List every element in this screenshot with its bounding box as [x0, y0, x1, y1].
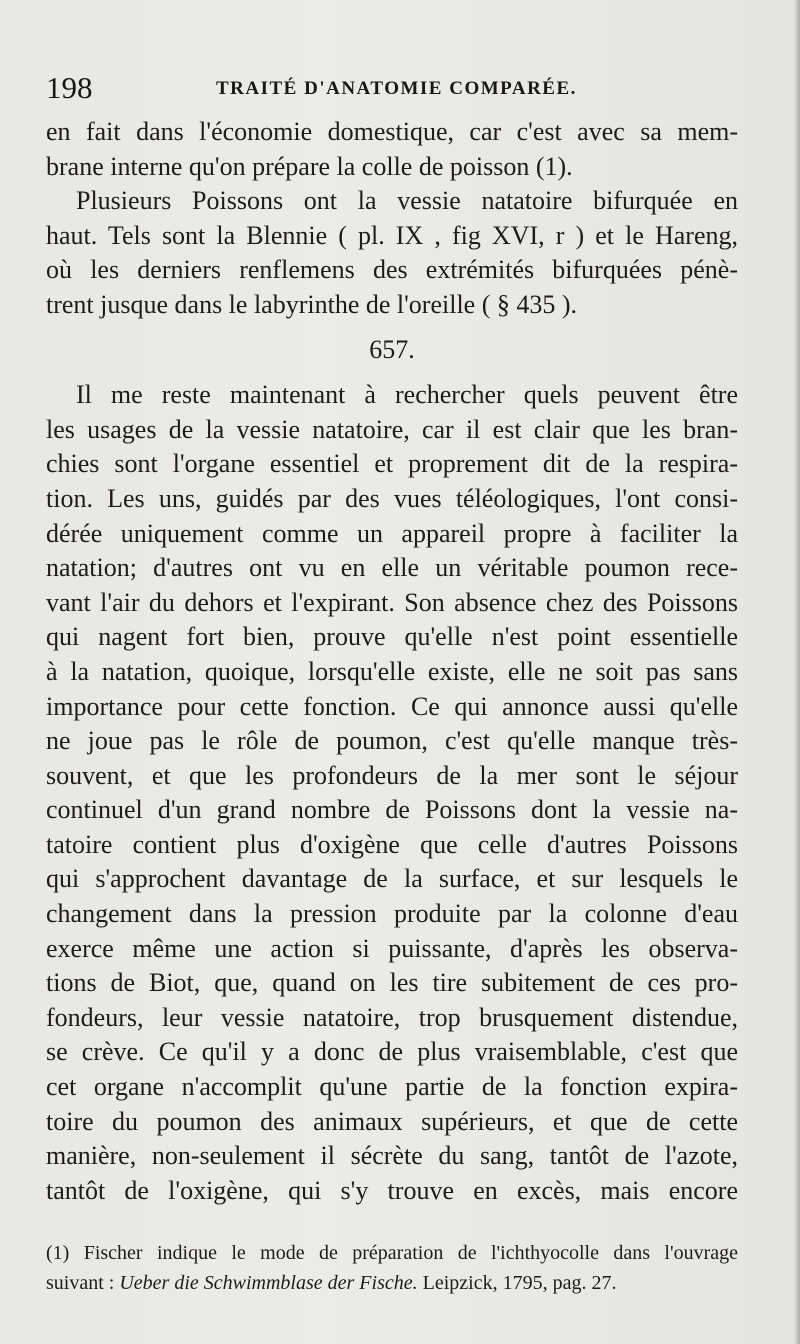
- footnote-line: [46, 1268, 738, 1298]
- text-line: qui s'approchent davantage de la surface, et sur lesquels le: [46, 864, 738, 894]
- text-line: tion. Les uns, guidés par des vues téléologiques, l'ont consi-: [46, 483, 738, 513]
- text-line: où les derniers renflemens des extrémités bifurquées pénè-: [46, 255, 738, 285]
- text-line: changement dans la pression produite par la colonne d'eau: [46, 899, 738, 929]
- text-line: vant l'air du dehors et l'expirant. Son absence chez des Poissons: [46, 587, 738, 617]
- text-line: haut. Tels sont la Blennie ( pl. IX , fig XVI, r ) et le Hareng,: [46, 220, 738, 250]
- page-edge-shadow: [794, 0, 800, 1344]
- body-text: [46, 115, 738, 1208]
- text-line: continuel d'un grand nombre de Poissons dont la vessie na-: [46, 795, 738, 825]
- text-line: Il me reste maintenant à rechercher quels peuvent être: [76, 380, 738, 410]
- paragraph-1: [46, 115, 738, 184]
- text-line: tantôt de l'oxigène, qui s'y trouve en excès, mais encore: [46, 1175, 738, 1205]
- page-header: [46, 70, 736, 110]
- paragraph-3: [46, 378, 738, 1208]
- text-line: tatoire contient plus d'oxigène que celle d'autres Poissons: [46, 829, 738, 859]
- running-head: TRAITÉ D'ANATOMIE COMPARÉE.: [216, 78, 577, 99]
- text-line: Plusieurs Poissons ont la vessie natatoire bifurquée en: [76, 186, 738, 216]
- page-number: 198: [46, 70, 93, 105]
- text-line: ne joue pas le rôle de poumon, c'est qu'elle manque très-: [46, 726, 738, 756]
- text-line: se crève. Ce qu'il y a donc de plus vraisemblable, c'est que: [46, 1037, 738, 1067]
- text-line: importance pour cette fonction. Ce qui annonce aussi qu'elle: [46, 691, 738, 721]
- paragraph-2: [46, 184, 738, 322]
- footnote-line: (1) Fischer indique le mode de préparation de l'ichthyocolle dans l'ouvrage: [46, 1242, 738, 1264]
- text-line: toire du poumon des animaux supérieurs, et que de cette: [46, 1106, 738, 1136]
- section-number: 657.: [369, 334, 415, 364]
- text-line: brane interne qu'on prépare la colle de poisson (1).: [46, 151, 573, 181]
- footnote: [46, 1238, 738, 1298]
- text-line: manière, non-seulement il sécrète du sang, tantôt de l'azote,: [46, 1141, 738, 1171]
- text-line: fondeurs, leur vessie natatoire, trop brusquement distendue,: [46, 1002, 738, 1032]
- text-line: dérée uniquement comme un appareil propre à faciliter la: [46, 518, 738, 548]
- text-line: trent jusque dans le labyrinthe de l'oreille ( § 435 ).: [46, 289, 578, 319]
- footnote-prefix: suivant :: [46, 1272, 115, 1294]
- text-line: exerce même une action si puissante, d'après les observa-: [46, 933, 738, 963]
- text-line: natation; d'autres ont vu en elle un véritable poumon rece-: [46, 553, 738, 583]
- text-line: souvent, et que les profondeurs de la mer sont le séjour: [46, 760, 738, 790]
- footnote-book-title: Ueber die Schwimmblase der Fische.: [119, 1272, 418, 1294]
- text-line: chies sont l'organe essentiel et proprement dit de la respira-: [46, 449, 738, 479]
- text-line: cet organe n'accomplit qu'une partie de la fonction expira-: [46, 1072, 738, 1102]
- text-line: les usages de la vessie natatoire, car il est clair que les bran-: [46, 414, 738, 444]
- footnote-suffix: Leipzick, 1795, pag. 27.: [422, 1272, 617, 1294]
- text-line: en fait dans l'économie domestique, car c'est avec sa mem-: [46, 117, 738, 146]
- text-line: qui nagent fort bien, prouve qu'elle n'est point essentielle: [46, 622, 738, 652]
- text-line: tions de Biot, que, quand on les tire subitement de ces pro-: [46, 968, 738, 998]
- text-line: à la natation, quoique, lorsqu'elle existe, elle ne soit pas sans: [46, 656, 738, 686]
